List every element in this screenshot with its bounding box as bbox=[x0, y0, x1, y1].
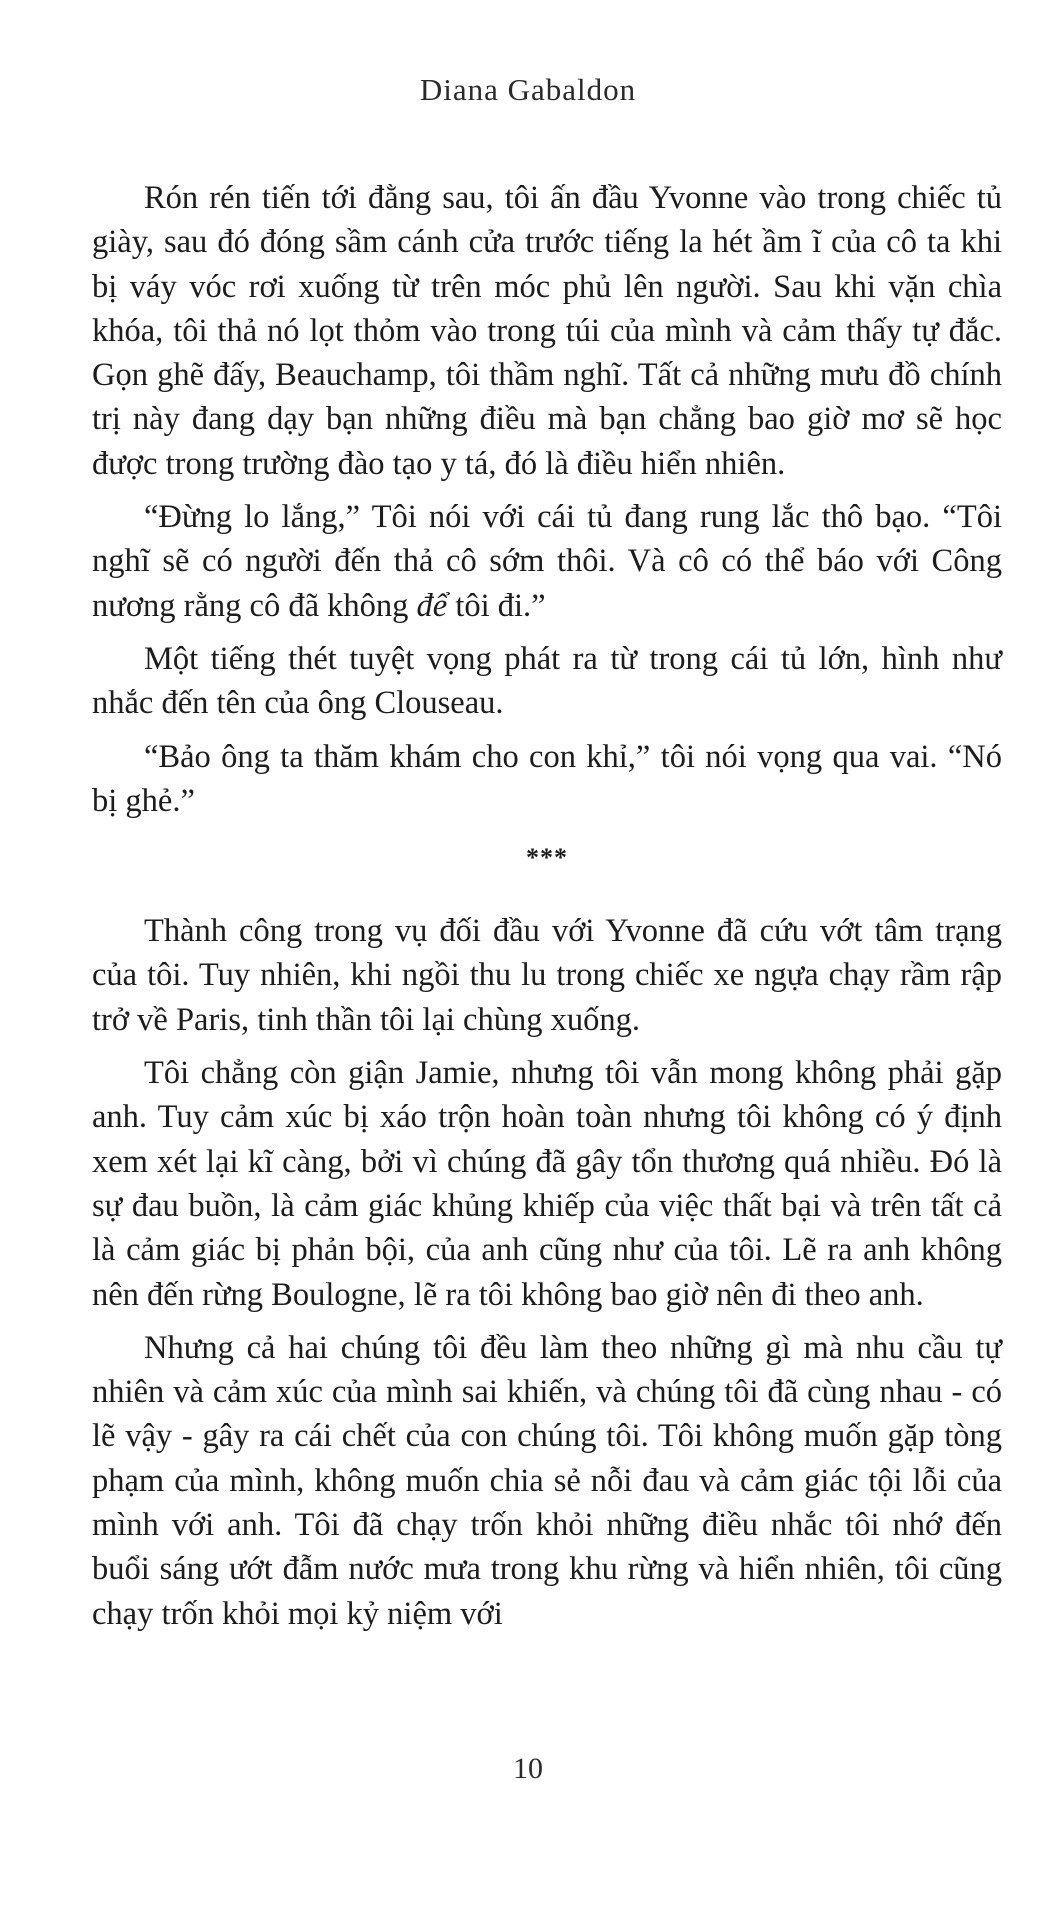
paragraph: Rón rén tiến tới đằng sau, tôi ấn đầu Yvonne vào trong chiếc tủ giày, sau đó đóng sầm cánh cửa trước tiếng la hét ầm ĩ của cô ta khi bị váy vóc rơi xuống từ trên móc phủ lên người. Sau khi vặn chìa khóa, tôi thả nó lọt thỏm vào trong túi của mình và cảm thấy tự đắc. Gọn ghẽ đấy, Beauchamp, tôi thầm nghĩ. Tất cả những mưu đồ chính trị này đang dạy bạn những điều mà bạn chẳng bao giờ mơ sẽ học được trong trường đào tạo y tá, đó là điều hiển nhiên. bbox=[92, 180, 1002, 482]
paragraph: Thành công trong vụ đối đầu với Yvonne đã cứu vớt tâm trạng của tôi. Tuy nhiên, khi ngồi thu lu trong chiếc xe ngựa chạy rầm rập trở về Paris, tinh thần tôi lại chùng xuống. bbox=[92, 913, 1002, 1038]
paragraph-text: “Đừng lo lắng,” Tôi nói với cái tủ đang rung lắc thô bạo. “Tôi nghĩ sẽ có người đến thả cô sớm thôi. Và cô có thể báo với Công nương rằng cô đã không bbox=[92, 499, 1002, 624]
paragraph bbox=[92, 495, 1002, 628]
paragraph-text: tôi đi.” bbox=[447, 587, 546, 624]
paragraph: Một tiếng thét tuyệt vọng phát ra từ trong cái tủ lớn, hình như nhắc đến tên của ông Clouseau. bbox=[92, 640, 1002, 722]
running-head: Diana Gabaldon bbox=[419, 72, 637, 107]
paragraph: “Bảo ông ta thăm khám cho con khỉ,” tôi nói vọng qua vai. “Nó bị ghẻ.” bbox=[92, 738, 1002, 819]
scene-break: *** bbox=[526, 843, 568, 873]
paragraph: Tôi chẳng còn giận Jamie, nhưng tôi vẫn mong không phải gặp anh. Tuy cảm xúc bị xáo trộn hoàn toàn nhưng tôi không có ý định xem xét lại kĩ càng, bởi vì chúng đã gây tổn thương quá nhiều. Đó là sự đau buồn, là cảm giác khủng khiếp của việc thất bại và trên tất cả là cảm giác bị phản bội, của anh cũng như của tôi. Lẽ ra anh không nên đến rừng Boulogne, lẽ ra tôi không bao giờ nên đi theo anh. bbox=[92, 1055, 1002, 1313]
paragraph: Nhưng cả hai chúng tôi đều làm theo những gì mà nhu cầu tự nhiên và cảm xúc của mình sai khiến, và chúng tôi đã cùng nhau - có lẽ vậy - gây ra cái chết của con chúng tôi. Tôi không muốn gặp tòng phạm của mình, không muốn chia sẻ nỗi đau và cảm giác tội lỗi của mình với anh. Tôi đã chạy trốn khỏi những điều nhắc tôi nhớ đến buổi sáng ướt đẫm nước mưa trong khu rừng và hiển nhiên, tôi cũng chạy trốn khỏi mọi kỷ niệm với bbox=[92, 1329, 1002, 1632]
body-text bbox=[92, 176, 1002, 1636]
page-number: 10 bbox=[513, 1752, 543, 1785]
emphasized-word: để bbox=[416, 587, 448, 624]
